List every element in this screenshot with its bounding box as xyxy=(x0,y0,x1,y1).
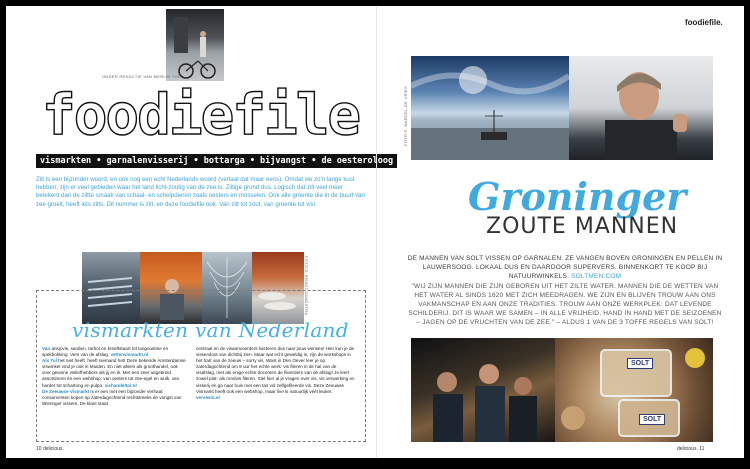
market-3-text: is er een met een bijzonder verhaal: consumenten kopen op zaterdagochtend rechtstreeks de vangst van Wieringer vissers. De klant staat xyxy=(42,388,182,406)
column-2 xyxy=(196,346,356,401)
photo-fisherman-portrait xyxy=(569,56,713,160)
folio-left: 10 delicious. xyxy=(36,446,64,452)
solt-label-2: SOLT xyxy=(639,414,665,425)
section-brand: foodiefile. xyxy=(685,18,723,27)
photo-fishing-boat xyxy=(411,56,569,160)
market-2-text: het niet heeft, heeft niemand het! Deze bekende Amsterdamse viswinkel vind je ook in Muiden. En niet alleen als groothandel, ook voor gewone visliefhebbers als jij en ik. Met een zeer uitgebreid assortiment én een webshop: van oesters tot zee-egel en wulk, van harder tot schartong en pulpo. xyxy=(42,358,186,388)
editor-photo xyxy=(166,9,224,81)
column-1 xyxy=(42,346,188,407)
subtitle-bar: vismarkten • garnalenvisserij • bottarga • bijvangst • de oesteroloog xyxy=(36,154,397,168)
solt-label: SOLT xyxy=(627,358,653,369)
solt-website-link[interactable]: SOLTMEN.COM xyxy=(571,273,622,280)
market-1-link[interactable]: vettenvismarkt.nl xyxy=(110,352,149,358)
bicycle-illustration xyxy=(166,9,224,81)
folio-right: delicious. 11 xyxy=(677,446,705,452)
market-3-lead: De Zeeuwse Vismarkt xyxy=(42,388,90,394)
photo-fishermen-pub xyxy=(411,338,555,442)
article-title-script: Groninger xyxy=(468,174,687,219)
article-lead: DE MANNEN VAN SOLT VISSEN OP GARNALEN. ZE VANGEN BOVEN GRONINGEN EN PELLEN IN LAUWERSOOG. LOKAAL DUS EN DAARDOOR SUPERVERS. BINNENKORT TE KOOP BIJ NATUURWINKELS. SOLTMEN.COM xyxy=(407,255,723,280)
magazine-spread xyxy=(6,6,744,458)
page-title: foodiefile xyxy=(42,83,360,148)
section-title: vismarkten van Nederland xyxy=(72,318,349,342)
market-3-continued: centraal en de visaanvoerders luisteren dus naar jouw wensen! Hier kun je de visservloot van dichtbij zien. Maar wat echt geweldig is, zijn de workshops in het hart van de zeeuw – sorry vis. Want in Den Oever leer je op zaterdagochtend om 9 uur het echte werk: vis fileren in de hal van de visafslag, met als enige echte docenten de fileerders van de afslag! Je leert zowel plat- als rondvis fileren. Stel hier al je vragen over vis, vis verwerking en visserij en ga naar huis met een tas vol zelfgefileerde vis. Deze Zeeuwse Vismarkt heeft ook een webshop, maar live is natuurlijk véél leuker. xyxy=(196,346,355,394)
photo-credit-right: FOTO'S: MARCEL DE VRIES xyxy=(403,86,408,146)
market-3-link[interactable]: versevis.nl xyxy=(196,394,220,400)
article-title-sans: ZOUTE MANNEN xyxy=(486,214,679,239)
photo-credit: FOTO'S: ERNST ZANDSTRA xyxy=(304,256,309,316)
market-1-text: ansjovis, sardien, tarbot en kreeftstaart tot langoustine en spekbokking. Vers van de afslag. xyxy=(42,346,169,358)
intro-text: Zilt is een bijzonder woord, en ook nog een echt Nederlands woord (vertaal dat maar eens). Omdat we zo'n lange kust hebben, zijn er veel gebieden waar het land licht-zoutig van de zee is. Ziltige grond dus. Logisch dat zilt veel meer betekent dan de ziltte smaak van schaal- en schelpdieren zoals oesters en mosselen. Ook alle groente die in de buurt van zee groeit, heeft iets zilts. Dit nummer is zilt, en deze foodiefile ook. Van zilt tot zout, van groente tot vis! xyxy=(36,176,365,208)
market-2-lead: Als Tol xyxy=(42,358,57,364)
photo-caption: ONDER REDACTIE VAN MERLIN TOL xyxy=(102,74,181,79)
market-2-link[interactable]: vishandeltol.nl xyxy=(104,382,137,388)
article-quote: "WIJ ZIJN MANNEN DIE ZIJN GEBOREN UIT HET ZILTE WATER. MANNEN DIE DE WETTEN VAN HET WATER AL SINDS 1620 MET ZICH MEEDRAGEN. WE ZIJN EN BLIJVEN TROUW AAN ONS VAKMANSCHAP EN AAN ONZE TRADITIES. TROUW AAN ONZE WERKPLEK: DAT LEVENDE SCHILDERIJ. DIT IS WAAR WE SAMEN – IN ALLE VRIJHEID, HAND IN HAND MET DE SEIZOENEN – JAGEN OP DE VRUCHTEN VAN DE ZEE." – ALDUS 1 VAN DE 3 TOFFE REGELS VAN SOLT! xyxy=(408,283,722,326)
left-page xyxy=(6,6,394,458)
photo-shrimp-packs xyxy=(555,338,713,442)
market-1-lead: Van xyxy=(42,346,51,351)
